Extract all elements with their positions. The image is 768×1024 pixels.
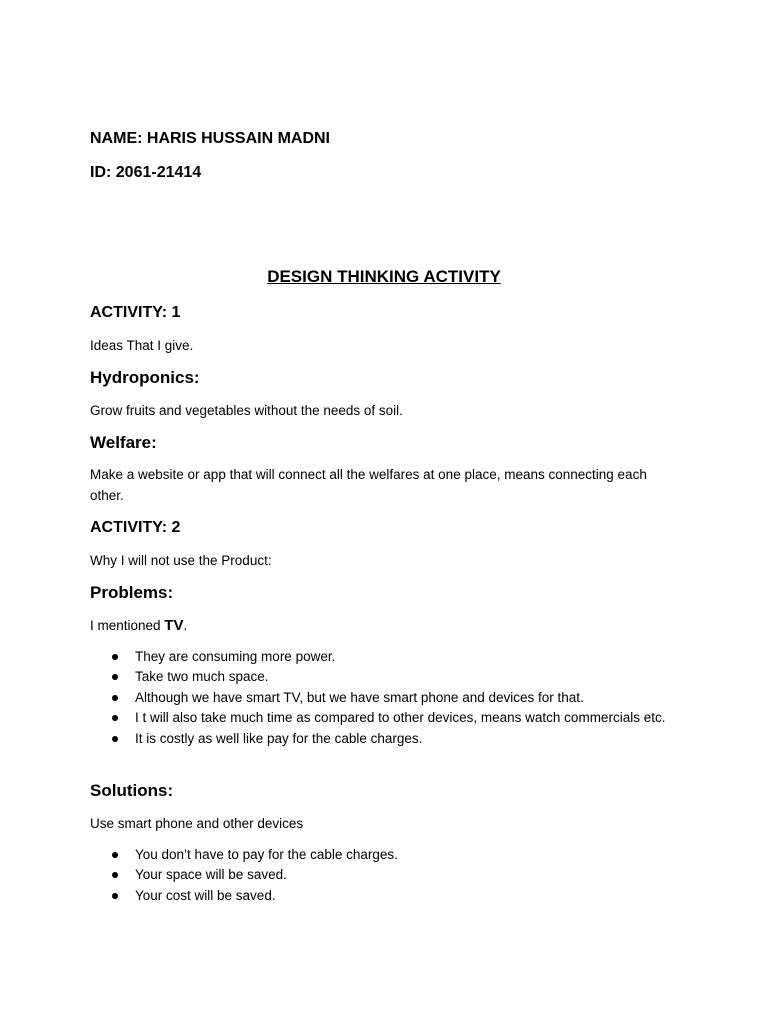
list-item-text: Your cost will be saved.	[135, 887, 276, 903]
list-item-text: I t will also take much time as compared to other devices, means watch commercials etc.	[135, 710, 666, 726]
list-item-text: Although we have smart TV, but we have smart phone and devices for that.	[135, 689, 584, 705]
mention-product: TV	[164, 617, 184, 634]
bullet-icon	[112, 715, 118, 721]
bullet-icon	[112, 654, 118, 660]
problems-heading: Problems:	[90, 583, 174, 602]
list-item	[90, 647, 668, 667]
document-title: DESIGN THINKING ACTIVITY	[267, 267, 501, 286]
solutions-intro: Use smart phone and other devices	[90, 816, 304, 831]
list-item-text: It is costly as well like pay for the cable charges.	[135, 730, 423, 746]
list-item-text: Your space will be saved.	[135, 867, 287, 883]
mention-suffix: .	[183, 618, 188, 633]
bullet-icon	[112, 736, 118, 742]
list-item	[90, 688, 668, 708]
problems-list	[90, 647, 668, 749]
bullet-icon	[112, 674, 118, 680]
list-item	[90, 708, 668, 728]
list-item	[90, 667, 668, 687]
list-item	[90, 729, 668, 749]
bullet-icon	[112, 695, 118, 701]
list-item	[90, 886, 668, 906]
list-item-text: You don’t have to pay for the cable charges.	[135, 847, 398, 862]
mention-prefix: I mentioned	[90, 618, 165, 633]
idea-text-hydroponics: Grow fruits and vegetables without the needs of soil.	[90, 403, 403, 418]
list-item	[90, 845, 668, 865]
idea-text-welfare: Make a website or app that will connect all the welfares at one place, means connecting each other.	[90, 467, 647, 503]
list-item	[90, 865, 668, 885]
idea-heading-welfare: Welfare:	[90, 433, 157, 452]
problems-mention	[90, 616, 666, 637]
activity-1-heading: ACTIVITY: 1	[90, 304, 181, 321]
bullet-icon	[112, 852, 118, 858]
solutions-list	[90, 845, 668, 906]
bullet-icon	[112, 872, 118, 878]
activity-1-intro: Ideas That I give.	[90, 338, 194, 353]
list-item-text: Take two much space.	[135, 669, 269, 685]
student-name: NAME: HARIS HUSSAIN MADNI	[90, 130, 330, 147]
student-id: ID: 2061-21414	[90, 164, 202, 181]
activity-2-intro: Why I will not use the Product:	[90, 553, 272, 568]
list-item-text: They are consuming more power.	[135, 649, 336, 664]
idea-heading-hydroponics: Hydroponics:	[90, 368, 200, 387]
solutions-heading: Solutions:	[90, 781, 174, 800]
bullet-icon	[112, 893, 118, 899]
activity-2-heading: ACTIVITY: 2	[90, 519, 181, 536]
